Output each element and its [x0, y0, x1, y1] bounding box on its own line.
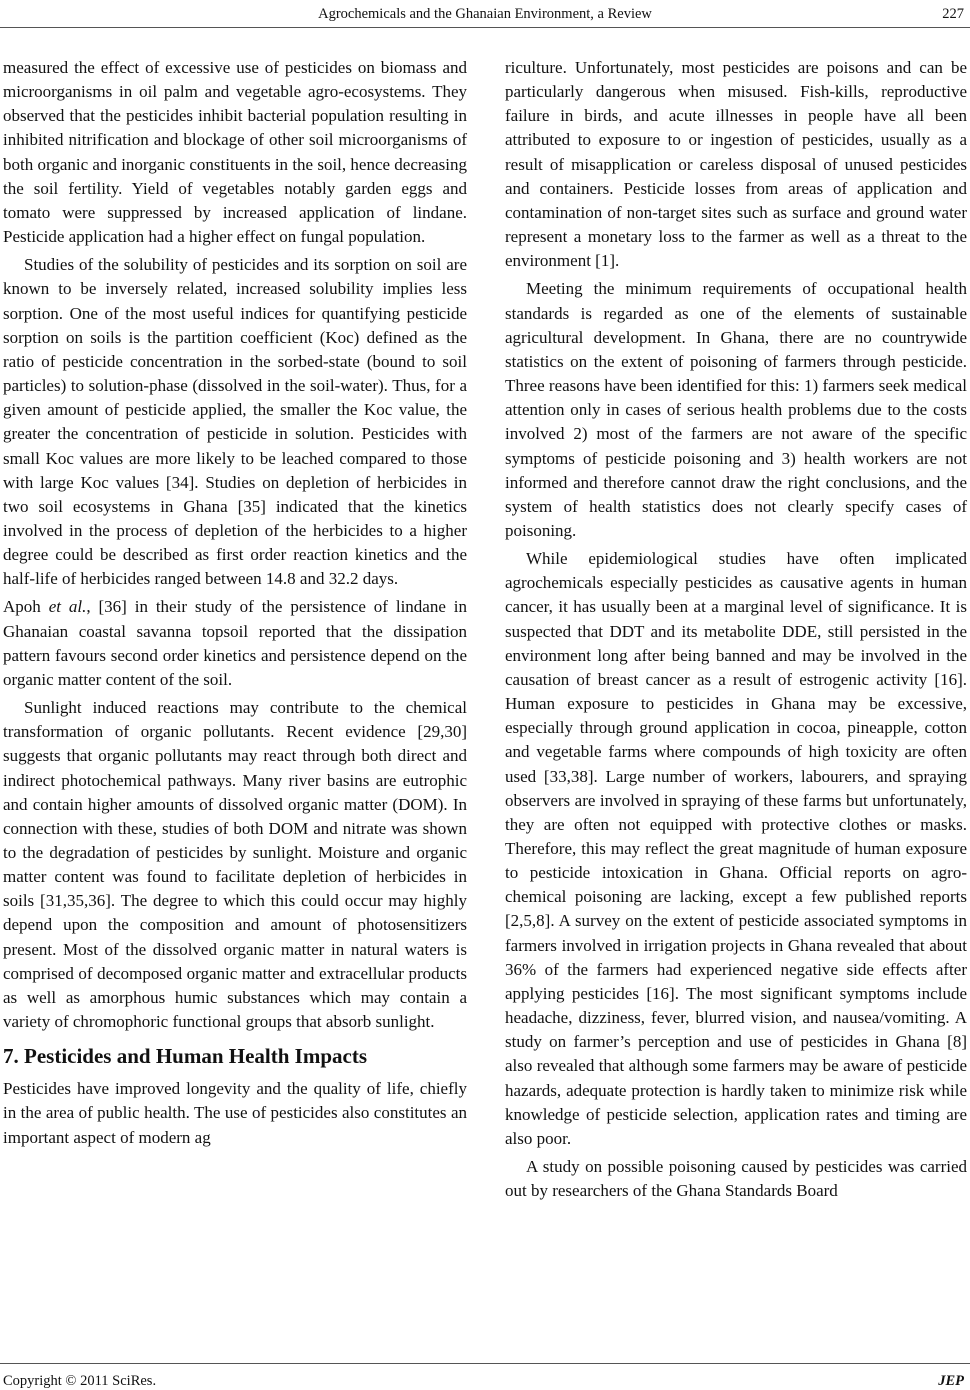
paragraph: Meeting the minimum requirements of occupational health standards is regarded as one of the elements of sustainable agricultural development. In Ghana, there are no countrywide statistics on the extent of poisoning of farmers through pesticide. Three reasons have been identified for this: 1) farmers seek medical attention only in cases of serious health problems due to the costs involved 2) most of the farmers are not aware of the specific symptoms of pesticide poisoning and 3) health workers are not informed and therefore cannot draw the right conclusions, and the system of health statistics does not clearly specify cases of poisoning.: [505, 279, 967, 540]
page-number: 227: [942, 6, 964, 22]
paragraph: Pesticides have improved longevity and the quality of life, chiefly in the area of public health. The use of pesticides also constitutes an important aspect of modern ag: [3, 1079, 467, 1147]
header-rule: [0, 27, 970, 28]
footer-rule: [0, 1363, 970, 1364]
paragraph: measured the effect of excessive use of pesticides on biomass and microorganisms in oil palm and vegetable agro-ecosystems. They observed that the pesticides inhibit bacterial population resulting in inhibited nitrification and blockage of other soil microorganisms of both organic and inorganic constituents in the soil, hence decreasing the soil fertility. Yield of vegetables notably garden eggs and tomato were suppressed by increased application of lindane. Pesticide application had a higher effect on fungal population.: [3, 58, 467, 247]
paragraph: Sunlight induced reactions may contribute to the chemical transformation of organic pollutants. Recent evidence [29,30] suggests that organic pollutants may react through both direct and indirect photochemical pathways. Many river basins are eutrophic and contain higher amounts of dissolved organic matter (DOM). In connection with these, studies of both DOM and nitrate was shown to the degradation of pesticides by sunlight. Moisture and organic matter content was found to facilitate depletion of herbicides in soils [31,35,36]. The degree to which this could occur may highly depend upon the composition and amount of photosensitizers present. Most of the dissolved organic matter in natural waters is comprised of decomposed organic matter and extracellular products as well as amorphous humic substances which may contain a variety of chromophoric functional groups that absorb sunlight.: [3, 698, 467, 1032]
et-al-italic: et al.: [48, 597, 87, 617]
paragraph: Studies of the solubility of pesticides and its sorption on soil are known to be inversely related, increased solubility implies less sorption. One of the most useful indices for quantifying pesticide sorption on soils is the partition coefficient (Koc) defined as the ratio of pesticide concentration in the sorbed-state (bound to soil particles) to solution-phase (dissolved in the soil-water). Thus, for a given amount of pesticide applied, the smaller the Koc value, the greater the concentration of pesticide in solution. Pesticides with small Koc values are more likely to be leached compared to those with large Koc values [34]. Studies on depletion of herbicides in two soil ecosystems in Ghana [35] indicated that the kinetics involved in the process of depletion of the herbicides to a higher degree could be described as first order reaction kinetics and the half-life of herbicides ranged between 14.8 and 32.2 days.: [3, 255, 467, 589]
copyright-notice: Copyright © 2011 SciRes.: [3, 1373, 157, 1389]
running-header: [0, 6, 970, 24]
paragraph: riculture. Unfortunately, most pesticides are poisons and can be particularly dangerous when misused. Fish-kills, reproductive failure in birds, and acute illnesses in people have all been attributed to exposure to or ingestion of pesticides, usually as a result of misapplication or careless disposal of unused pesticides and containers. Pesticide losses from areas of application and contamination of non-target sites such as surface and ground water represent a monetary loss to the farmer as well as a threat to the environment [1].: [505, 58, 967, 271]
right-column: [505, 56, 967, 1207]
section-heading: 7. Pesticides and Human Health Impacts: [3, 1044, 368, 1069]
paragraph: [3, 595, 467, 692]
paragraph: While epidemiological studies have often implicated agrochemicals especially pesticides as causative agents in human cancer, it has usually been at a marginal level of significance. It is suspected that DDT and its metabolite DDE, still persisted in the environment long after being banned and may be involved in the causation of breast cancer as a result of estrogenic activity [16]. Human exposure to pesticides in Ghana may be excessive, especially through ground application in cocoa, pineapple, cotton and vegetable farms where compounds of high toxicity are often used [33,38]. Large number of workers, labourers, and spraying observers are involved in spraying of these farms but unfortunately, they are often not equipped with protective clothes or masks. Therefore, this may reflect the great magnitude of human exposure to pesticide intoxication in Ghana. Official reports on agro-chemical poisoning are lacking, except a few published reports [2,5,8]. A survey on the extent of pesticide associated symptoms in farmers involved in irrigation projects in Ghana revealed that about 36% of the farmers had experienced negative side effects after applying pesticides [16]. The most significant symptoms include headache, dizziness, fever, blurred vision, and nausea/vomiting. A study on farmer’s perception and use of pesticides in Ghana [8] also revealed that although some farmers may be aware of pesticide hazards, adequate protection is hardly taken to minimize risk while knowledge of pesticide selection, application rates and timing are also poor.: [505, 549, 967, 1148]
running-title: Agrochemicals and the Ghanaian Environment, a Review: [318, 6, 652, 22]
paragraph-text: Apoh: [3, 597, 49, 617]
paragraph: A study on possible poisoning caused by pesticides was carried out by researchers of the Ghana Standards Board: [505, 1157, 967, 1201]
left-column: [3, 56, 467, 1154]
paragraph-text: , [36] in their study of the persistence of lindane in Ghanaian coastal savanna topsoil reported that the dissipation pattern favours second order kinetics and persistence depend on the organic matter content of the soil.: [3, 597, 467, 689]
journal-abbrev: JEP: [938, 1373, 964, 1389]
